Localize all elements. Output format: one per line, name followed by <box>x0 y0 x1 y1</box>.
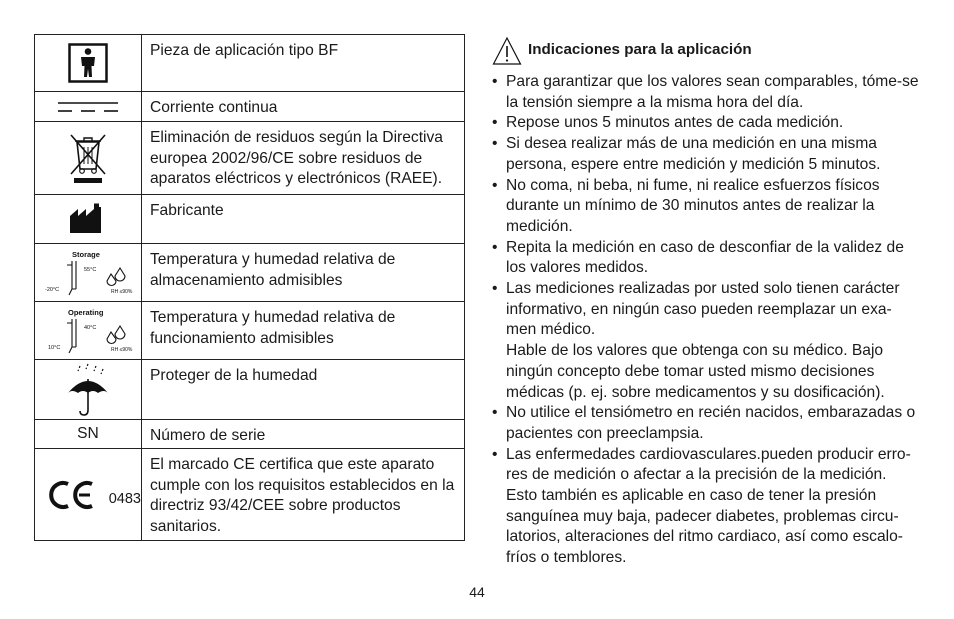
symbol-description: Proteger de la humedad <box>142 360 465 420</box>
list-item: • Si desea realizar más de una medición en una misma persona, espere entre medición y medición 5 minutos. <box>492 134 922 175</box>
warning-triangle-icon <box>492 36 522 66</box>
manufacturer-icon <box>68 203 108 235</box>
table-row <box>35 92 465 122</box>
umbrella-icon <box>66 363 110 417</box>
list-item: • Las enfermedades cardiovasculares.pueden producir erro-res de medición o afectar a la precisión de la medición. Esto también es aplicable en caso de tener la presión sanguínea muy baja, padecer diabetes, problemas circu-latorios, alteraciones del ritmo cardiaco, así como escalo-fríos o temblores. <box>492 445 922 569</box>
weee-bin-icon <box>68 132 108 184</box>
symbol-cell <box>35 92 142 122</box>
list-item: • No utilice el tensiómetro en recién nacidos, embarazadas o pacientes con preeclampsia. <box>492 403 922 444</box>
symbol-description: Fabricante <box>142 195 465 244</box>
storage-conditions-icon <box>38 248 138 298</box>
table-row <box>35 35 465 92</box>
storage-rh: RH ≤90% <box>111 288 133 295</box>
list-item: • Repita la medición en caso de desconfiar de la validez de los valores medidos. <box>492 238 922 279</box>
table-row <box>35 449 465 541</box>
symbol-description: Número de serie <box>142 420 465 449</box>
symbol-description: El marcado CE certifica que este aparato cumple con los requisitos establecidos en la directriz 93/42/CEE sobre productos sanitarios. <box>142 449 465 541</box>
operating-label: Operating <box>68 307 104 317</box>
operating-temp-high: 40°C <box>84 324 97 331</box>
serial-number-symbol: SN <box>35 420 142 449</box>
symbol-cell <box>35 35 142 92</box>
direct-current-icon <box>56 100 120 114</box>
table-row <box>35 420 465 449</box>
bf-applied-part-icon <box>68 43 108 83</box>
symbols-table <box>34 34 465 541</box>
symbol-cell <box>35 244 142 302</box>
symbol-description: Temperatura y humedad relativa de almacenamiento admisibles <box>142 244 465 302</box>
table-row <box>35 195 465 244</box>
symbol-cell <box>35 449 142 541</box>
list-item: • Repose unos 5 minutos antes de cada medición. <box>492 113 922 134</box>
table-row <box>35 360 465 420</box>
symbol-cell <box>35 302 142 360</box>
symbol-cell <box>35 195 142 244</box>
instructions-section <box>492 36 922 569</box>
list-item-note: Hable de los valores que obtenga con su médico. Bajo ningún concepto debe tomar usted mismo decisiones médicas (p. ej. sobre medicamentos y su dosificación). <box>506 342 885 401</box>
instructions-title: Indicaciones para la aplicación <box>528 41 752 58</box>
storage-temp-low: -20°C <box>45 286 60 293</box>
list-item: • Para garantizar que los valores sean comparables, tóme-se la tensión siempre a la misma hora del día. <box>492 72 922 113</box>
symbol-cell <box>35 122 142 195</box>
symbol-description: Eliminación de residuos según la Directiva europea 2002/96/CE sobre residuos de aparatos eléctricos y electrónicos (RAEE). <box>142 122 465 195</box>
list-item <box>492 279 922 403</box>
table-row <box>35 122 465 195</box>
table-row <box>35 302 465 360</box>
symbol-description: Pieza de aplicación tipo BF <box>142 35 465 92</box>
ce-mark-icon <box>46 480 96 510</box>
symbol-description: Temperatura y humedad relativa de funcionamiento admisibles <box>142 302 465 360</box>
symbol-cell <box>35 360 142 420</box>
instructions-list <box>492 72 922 569</box>
operating-conditions-icon <box>38 306 138 356</box>
operating-rh: RH ≤90% <box>111 346 133 353</box>
symbol-description: Corriente continua <box>142 92 465 122</box>
instructions-header <box>492 36 922 72</box>
table-row <box>35 244 465 302</box>
list-item: • No coma, ni beba, ni fume, ni realice esfuerzos físicos durante un mínimo de 30 minutos antes de realizar la medición. <box>492 176 922 238</box>
storage-label: Storage <box>72 249 100 259</box>
page-number: 44 <box>469 584 485 600</box>
notified-body-number: 0483 <box>108 490 141 507</box>
storage-temp-high: 55°C <box>84 266 97 273</box>
list-item-text: • Las mediciones realizadas por usted solo tienen carácter informativo, en ningún caso pueden reemplazar un exa-men médico. <box>506 280 900 339</box>
operating-temp-low: 10°C <box>48 344 61 351</box>
